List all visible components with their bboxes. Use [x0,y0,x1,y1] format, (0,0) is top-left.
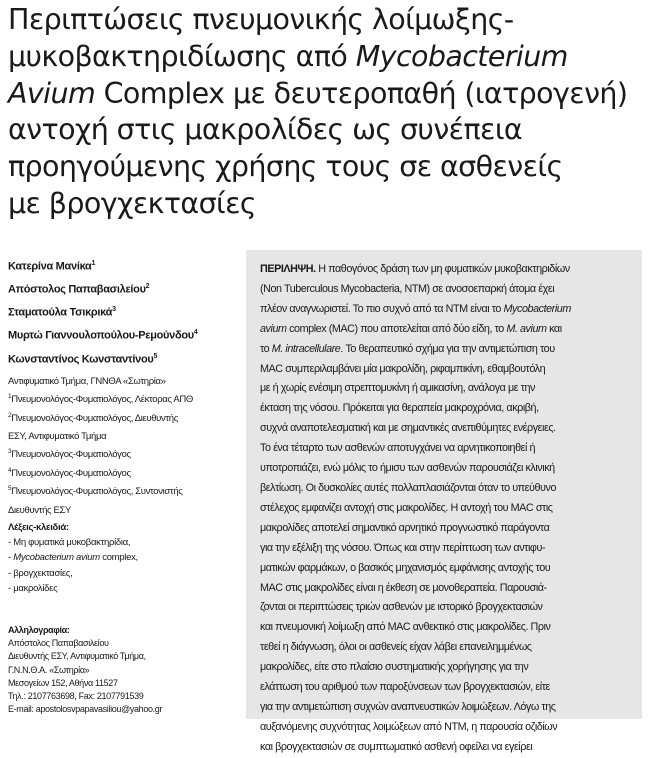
abstract-line: βελτίωση. Οι δυσκολίες αυτές πολλαπλασιάζονται όταν το υπεύθυνο [260,481,557,494]
author: Σταματούλα Τσικρικά$^3$ [8,306,116,319]
abstract-line: MAC στις μακρολίδες είναι η έκθεση σε μονοθεραπεία. Παρουσιά- [260,581,547,594]
abstract-line: ματικών φαρμάκων, ο βασικός μηχανισμός εμφάνισης αντοχής του [260,561,551,574]
correspondence-email: E-mail: apostolosvpapavasiliou@yahoo.gr [8,704,163,715]
correspondence-line: Απόστολος Παπαβασιλείου [8,638,109,649]
affiliation-line: $^1$Πνευμονολόγος-Φυματιολόγος, Λέκτορας ΑΠΘ [8,393,193,406]
author: Μυρτώ Γιαννουλοπούλου-Ρεμούνδου$^4$ [8,329,198,343]
abstract-line: για την εξέλιξη της νόσου. Όπως και στην περίπτωση των αντιφυ- [260,541,546,554]
affiliation-line: ΕΣΥ, Αντιφυματικό Τμήμα [8,431,107,443]
affiliation-line: $^4$Πνευμονολόγος-Φυματιολόγος [8,466,131,479]
abstract-line: αυξανόμενης συχνότητας λοιμώξεων από NTM, η παρουσία οζιδίων [260,720,558,733]
abstract-line: στέλεχος εμφανίζει αντοχή στις μακρολίδες. Η αντοχή του MAC στις [260,501,553,514]
affiliation-line: $^5$Πνευμονολόγος-Φυματιολόγος, Συντονιστής [8,485,183,498]
abstract-box [246,250,642,753]
abstract-line: τεθεί η διάγνωση, όλοι οι ασθενείς είχαν λάβει επανειλημμένως [260,641,532,654]
affiliation-line: Διευθυντής ΕΣΥ [8,504,72,516]
correspondence-label: Αλληλογραφία: [8,625,70,635]
keywords-block [8,520,238,596]
author: Απόστολος Παπαβασιλείου$^2$ [8,283,150,296]
correspondence-block [8,624,238,716]
keyword-item: - μακρολίδες [8,582,58,594]
keyword-item: - Μη φυματικά μυκοβακτηρίδια, [8,537,131,549]
abstract-line: μακρολίδες αποτελεί σημαντικό αρνητικό προγνωστικό παράγοντα [260,521,550,534]
keyword-item: - Mycobacterium avium complex, [8,552,138,564]
abstract-line: MAC συμπεριλαμβάνει μία μακρολίδη, ριφαμπικίνη, εθαμβουτόλη [260,362,546,375]
abstract-line: μακρολίδες, είτε στο πλαίσιο συστηματικής χορήγησης για την [260,661,529,674]
title-line: προηγούμενης χρήσης τους σε ασθενείς [8,150,563,184]
abstract-line: με ή χωρίς ενέσιμη στρεπτομυκίνη ή αμικασίνη, ανάλογα με την [260,382,535,395]
abstract-line: avium complex (MAC) που αποτελείται από δύο είδη, το M. avium και [260,322,562,335]
correspondence-line: Γ.Ν.Ν.Θ.Α. «Σωτηρία» [8,664,90,675]
title-line: Avium Complex με δευτεροπαθή (ιατρογενή) [8,76,628,110]
abstract-line: υποτροπιάζει, ενώ μόλις το ήμισυ των ασθενών παρουσιάζει κλινική [260,462,555,475]
abstract-line: έκταση της νόσου. Πρόκειται για θεραπεία μακροχρόνια, ακριβή, [260,402,539,415]
title-line: αντοχή στις μακρολίδες ως συνέπεια [8,113,523,147]
author: Κατερίνα Μανίκα$^1$ [8,260,96,273]
article-title [8,2,644,223]
abstract-line: για την αντιμετώπιση συχνών αναπνευστικών λοιμώξεων. Λόγω της [260,700,556,713]
abstract-line: και βρογχεκτασιών σε συμπτωματικό ασθενή οφείλει να εγείρει [260,740,533,753]
abstract-line: το M. intracellulare. Το θεραπευτικό σχήμα για την αντιμετώπιση του [260,342,555,355]
affiliation-line: $^2$Πνευμονολόγος-Φυματιολόγος, Διευθυντής [8,411,178,424]
abstract-line: και πνευμονική λοίμωξη από MAC ανθεκτικό στις μακρολίδες. Πριν [260,621,551,634]
keyword-item: - βρογχεκτασίες, [8,567,73,579]
abstract-line: πλέον αναγνωριστεί. Το πιο συχνό από τα NTM είναι το Mycobacterium [260,302,571,315]
correspondence-line: Μεσογείων 152, Αθήνα 11527 [8,677,118,688]
abstract-line: Το ένα τέταρτο των ασθενών αποτυγχάνει να αρνητικοποιηθεί ή [260,442,536,455]
title-line: Περιπτώσεις πνευμονικής λοίμωξης- [8,3,514,36]
abstract-line: ελάττωση του αριθμού των παροξύνσεων των βρογχεκτασιών, είτε [260,681,550,694]
correspondence-line: Διευθυντής ΕΣΥ, Αντιφυματικό Τμήμα, [8,651,146,662]
affiliations [8,371,238,518]
abstract-line: ζονται οι περιπτώσεις τριών ασθενών με ιστορικό βρογχεκτασιών [260,601,543,614]
author: Κωνσταντίνος Κωνσταντίνου$^5$ [8,352,158,366]
correspondence-line: Τηλ.: 2107763698, Fax: 2107791539 [8,691,144,702]
affiliation-line: Αντιφυματικό Τμήμα, ΓΝΝΘΑ «Σωτηρία» [8,376,166,388]
abstract-line: (Non Tuberculous Mycobacteria, NTM) σε ανοσοεπαρκή άτομα έχει [260,282,555,295]
abstract-heading: ΠΕΡΙΛΗΨΗ. [260,263,316,275]
keywords-label: Λέξεις-κλειδιά: [8,522,69,533]
author-list [8,254,238,370]
title-line: με βρογχεκτασίες [8,186,257,220]
abstract-line: συχνά αναποτελεσματική και με σημαντικές ανεπιθύμητες ενέργειες. [260,422,556,435]
affiliation-line: $^3$Πνευμονολόγος-Φυματιολόγος [8,448,131,461]
abstract-line: ΠΕΡΙΛΗΨΗ. Η παθογόνος δράση των μη φυματικών μυκοβακτηριδίων [260,263,570,275]
title-line: μυκοβακτηριδίωσης από Mycobacterium [8,39,568,73]
